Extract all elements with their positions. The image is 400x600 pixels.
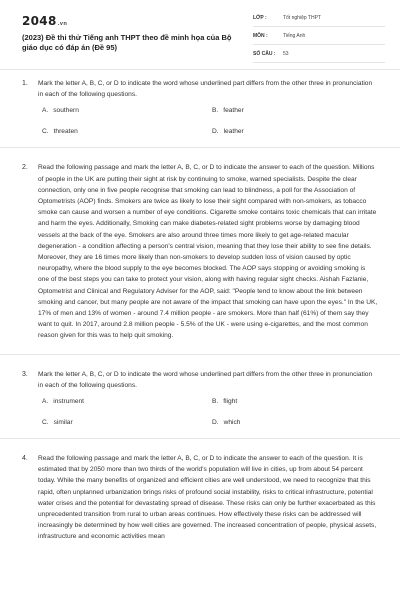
meta-grade-label: LỚP : <box>253 15 267 21</box>
option-letter: B. <box>212 107 219 115</box>
option-text: leather <box>223 128 244 136</box>
question-list <box>0 78 400 543</box>
option-a[interactable] <box>42 396 84 407</box>
question-2 <box>0 162 400 341</box>
question-divider <box>0 354 400 355</box>
site-logo[interactable] <box>22 14 67 31</box>
option-a[interactable] <box>42 105 79 116</box>
meta-count-row <box>253 49 385 63</box>
option-text: instrument <box>53 398 85 406</box>
option-c[interactable] <box>42 126 78 137</box>
option-text: threaten <box>53 128 78 136</box>
question-4 <box>0 453 400 543</box>
option-letter: D. <box>212 128 219 136</box>
question-number: 1. <box>22 80 28 87</box>
option-letter: C. <box>42 419 49 427</box>
option-letter: A. <box>42 398 49 406</box>
document-meta <box>253 13 385 67</box>
question-1 <box>0 78 400 147</box>
question-number: 2. <box>22 164 28 172</box>
meta-grade-row <box>253 13 385 27</box>
option-text: which <box>223 419 241 427</box>
logo-text: 2048 <box>22 14 57 28</box>
meta-subject-label: MÔN : <box>253 33 268 39</box>
option-c[interactable] <box>42 417 73 428</box>
option-text: flight <box>223 398 238 406</box>
header-divider <box>0 69 400 70</box>
question-number: 3. <box>22 370 28 378</box>
meta-subject-value: Tiếng Anh <box>283 33 306 39</box>
option-letter: D. <box>212 419 219 427</box>
meta-count-value: 53 <box>283 51 289 57</box>
answer-options <box>38 396 378 438</box>
question-passage: Read the following passage and mark the letter A, B, C, or D to indicate the answer to each of the question. It is estimated that by 2050 more than two thirds of the world's population will live in cities, up from about 54 percent today. While the many benefits of organized and efficient cities are well understood, we need to recognize that this rapid, often unplanned urbanization brings risks of profound social instability, risks to critical infrastructure, potential water crises and the potential for devastating spread of disease. These risks can only be further exacerbated as this unprecedented transition from rural to urban areas continues. How effectively these risks can be addressed will increasingly be determined by how well cities are governed. The increased concentration of people, physical assets, infrastructure and economic activities mean <box>38 455 377 541</box>
answer-options <box>38 105 378 147</box>
question-passage: Read the following passage and mark the letter A, B, C, or D to indicate the answer to each of the question. Millions of people in the UK are putting their sight at risk by continuing to smoke, warned specialists. Despite the clear connection, only one in five people recognise that smoking can lead to blindness, a poll for the Association of Optometrists (AOP) finds. Smokers are twice as likely to lose their sight compared with non-smokers, as tobacco smoke can cause and worsen a number of eye conditions. Cigarette smoke contains toxic chemicals that can irritate and harm the eyes. Additionally, Smoking can make diabetes-related sight problems worse by damaging blood vessels at the back of the eye. Smokers are also around three times more likely to get age-related macular degeneration - a condition affecting a person's central vision, meaning that they lose their ability to see fine details. Moreover, they are 16 times more likely than non-smokers to develop sudden loss of vision caused by optic neuropathy, where the blood supply to the eye becomes blocked. The AOP says stopping or avoiding smoking is one of the best steps you can take to protect your vision, along with having regular sight checks. Aishah Fazlanie, Optometrist and Clinical and Regulatory Adviser for the AOP, said: "People tend to know about the link between smoking and cancer, but many people are not aware of the impact that smoking can have upon the eyes." In the UK, 17% of men and 13% of women - around 7.4 million people - are smokers. More than half (61%) of them say they want to quit. In 2017, around 2.8 million people - 5.5% of the UK - were using e-cigarettes, and the most common reason given for this was to help quit smoking. <box>38 164 378 340</box>
option-b[interactable] <box>212 105 244 116</box>
option-b[interactable] <box>212 396 237 407</box>
meta-count-label: SỐ CÂU : <box>253 51 276 57</box>
question-3 <box>0 369 400 438</box>
question-text: Mark the letter A, B, C, or D to indicate the word whose underlined part differs from the other three in pronunciation in each of the following questions. <box>38 80 373 99</box>
option-text: similar <box>53 419 73 427</box>
question-number: 4. <box>22 455 28 463</box>
option-letter: C. <box>42 128 49 136</box>
option-d[interactable] <box>212 126 244 137</box>
option-text: southern <box>53 107 79 115</box>
meta-subject-row <box>253 31 385 45</box>
question-text: Mark the letter A, B, C, or D to indicate the word whose underlined part differs from the other three in pronunciation in each of the following questions. <box>38 370 373 389</box>
document-title: (2023) Đề thi thử Tiếng anh THPT theo đề minh họa của Bộ giáo dục có đáp án (Đề 95) <box>22 33 232 52</box>
option-letter: B. <box>212 398 219 406</box>
question-divider <box>0 147 400 148</box>
logo-suffix: .vn <box>57 21 68 27</box>
option-d[interactable] <box>212 417 240 428</box>
option-text: feather <box>223 107 244 115</box>
meta-grade-value: Tốt nghiệp THPT <box>283 15 321 21</box>
document-header <box>0 0 400 66</box>
option-letter: A. <box>42 107 49 115</box>
question-divider <box>0 438 400 439</box>
